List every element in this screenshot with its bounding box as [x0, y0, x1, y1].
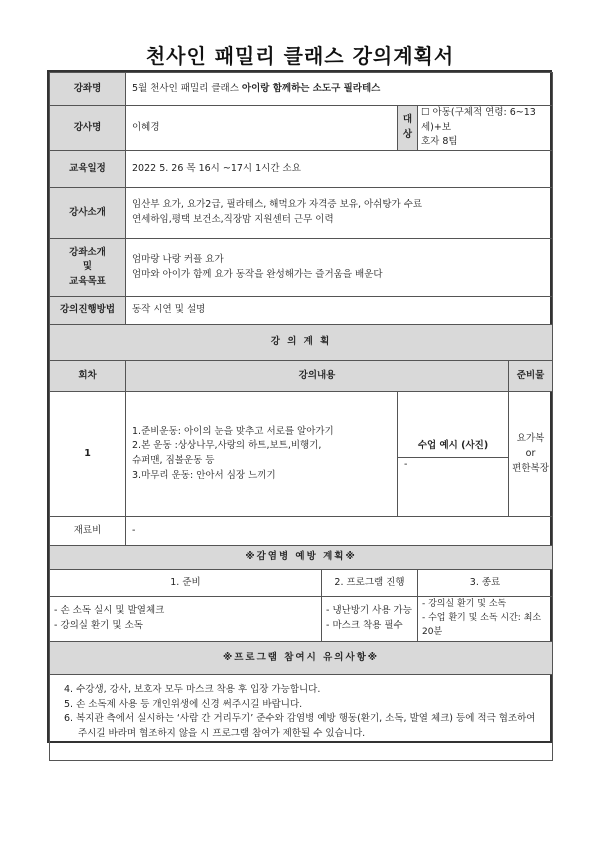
prevention-heading: ※감염병 예방 계획※: [50, 546, 553, 570]
material-label: 재료비: [50, 517, 126, 546]
course-value: [126, 73, 553, 106]
instructor-row: [50, 106, 553, 151]
method-label: 강의진행방법: [50, 297, 126, 325]
example-value: -: [404, 459, 408, 471]
plan-heading: 강 의 계 획: [50, 325, 553, 361]
intro-label: 강사소개: [50, 188, 126, 239]
material-value: -: [126, 517, 553, 546]
plan-heading-row: [50, 325, 553, 361]
goal-label-1: 강좌소개: [69, 246, 106, 258]
session-header: 회차: [50, 361, 126, 392]
content-line-3: 슈퍼맨, 짐볼운동 등: [132, 455, 215, 467]
target-value: [418, 106, 553, 151]
supplies-line-1: 요가복 or: [516, 433, 545, 459]
method-value: 동작 시연 및 설명: [126, 297, 553, 325]
course-name-emphasis: 아이랑 함께하는 소도구 필라테스: [241, 82, 381, 94]
notes-heading: ※프로그램 참여시 유의사항※: [50, 641, 553, 674]
phase-2-item-1: - 냉난방기 사용 가능: [326, 605, 412, 617]
goal-value: [126, 239, 553, 297]
note-item: 4. 수강생, 강사, 보호자 모두 마스크 착용 후 입장 가능합니다.: [64, 683, 321, 695]
notes-list: [56, 683, 546, 742]
phase-2-items: [322, 597, 418, 642]
method-row: [50, 297, 553, 325]
phase-2-item-2: - 마스크 착용 필수: [326, 620, 403, 632]
notes-row: [50, 674, 553, 760]
phase-1-items: [50, 597, 322, 642]
goal-row: [50, 239, 553, 297]
content-header: 강의내용: [126, 361, 509, 392]
target-label: 대상: [398, 106, 418, 151]
goal-label-3: 교육목표: [69, 276, 106, 288]
note-item: 6. 복지관 측에서 실시하는 ‘사람 간 거리두기’ 준수와 감염병 예방 행동(환기, 소독, 발열 체크) 등에 적극 협조하여 주시길 바라며 협조하지 않을 시 프로그램 참여가 제한될 수 있습니다.: [64, 713, 536, 740]
plan-header-row: [50, 361, 553, 392]
example-header: 수업 예시 (사진): [398, 436, 508, 458]
target-line-1: ☐ 아동(구체적 연령: 6~13세)+보: [421, 107, 536, 133]
target-line-2: 호자 8팀: [421, 136, 458, 148]
schedule-label: 교육일정: [50, 151, 126, 188]
goal-line-2: 엄마와 아이가 함께 요가 동작을 완성해가는 즐거움을 배운다: [132, 268, 383, 280]
prevention-heading-row: [50, 546, 553, 570]
supplies-header: 준비물: [509, 361, 553, 392]
intro-row: [50, 188, 553, 239]
phase-3-title: 3. 종료: [418, 570, 553, 597]
instructor-label: 강사명: [50, 106, 126, 151]
session-number: 1: [50, 392, 126, 517]
instructor-value: 이혜경: [126, 106, 398, 151]
content-line-1: 1.준비운동: 아이의 눈을 맞추고 서로를 알아가기: [132, 425, 334, 437]
phase-1-item-1: - 손 소독 실시 및 발열체크: [54, 605, 165, 617]
material-row: [50, 517, 553, 546]
goal-label: [50, 239, 126, 297]
phase-3-item-2: - 수업 환기 및 소독 시간: 최소 20분: [422, 613, 542, 638]
goal-line-1: 엄마랑 나랑 커플 요가: [132, 253, 224, 265]
phase-1-title: 1. 준비: [50, 570, 322, 597]
intro-value: [126, 188, 553, 239]
content-line-2: 2.본 운동 :상상나무,사랑의 하트,보트,비행기,: [132, 440, 322, 452]
notes-heading-row: [50, 641, 553, 674]
course-name-prefix: 5월 천사인 패밀리 클래스: [132, 82, 242, 94]
prevention-items-row: [50, 597, 553, 642]
page-title: 천사인 패밀리 클래스 강의계획서: [145, 44, 455, 68]
notes-body: [50, 674, 553, 760]
course-row: [50, 73, 553, 106]
session-content: [126, 392, 398, 517]
phase-2-title: 2. 프로그램 진행: [322, 570, 418, 597]
course-label: 강좌명: [50, 73, 126, 106]
example-table: [398, 436, 508, 473]
phase-1-item-2: - 강의실 환기 및 소독: [54, 620, 143, 632]
example-cell: [398, 392, 509, 517]
intro-line-1: 임산부 요가, 요가2급, 필라테스, 해먹요가 자격증 보유, 아쉬탕가 수료: [132, 199, 423, 211]
schedule-row: [50, 151, 553, 188]
content-line-4: 3.마무리 운동: 안아서 심장 느끼기: [132, 469, 276, 481]
supplies-value: [509, 392, 553, 517]
session-row: [50, 392, 553, 517]
prevention-phase-row: [50, 570, 553, 597]
supplies-line-2: 편한복장: [512, 462, 549, 474]
lecture-plan-form: [47, 70, 552, 743]
phase-3-items: [418, 597, 553, 642]
note-item: 5. 손 소독제 사용 등 개인위생에 신경 써주시길 바랍니다.: [64, 698, 303, 710]
schedule-value: 2022 5. 26 목 16시 ~17시 1시간 소요: [126, 151, 553, 188]
intro-line-2: 연세하임,평택 보건소,직장맘 지원센터 근무 이력: [132, 214, 334, 226]
goal-label-2: 및: [82, 261, 93, 273]
phase-3-item-1: - 강의실 환기 및 소독: [422, 599, 507, 610]
lecture-plan-table: [49, 72, 553, 761]
